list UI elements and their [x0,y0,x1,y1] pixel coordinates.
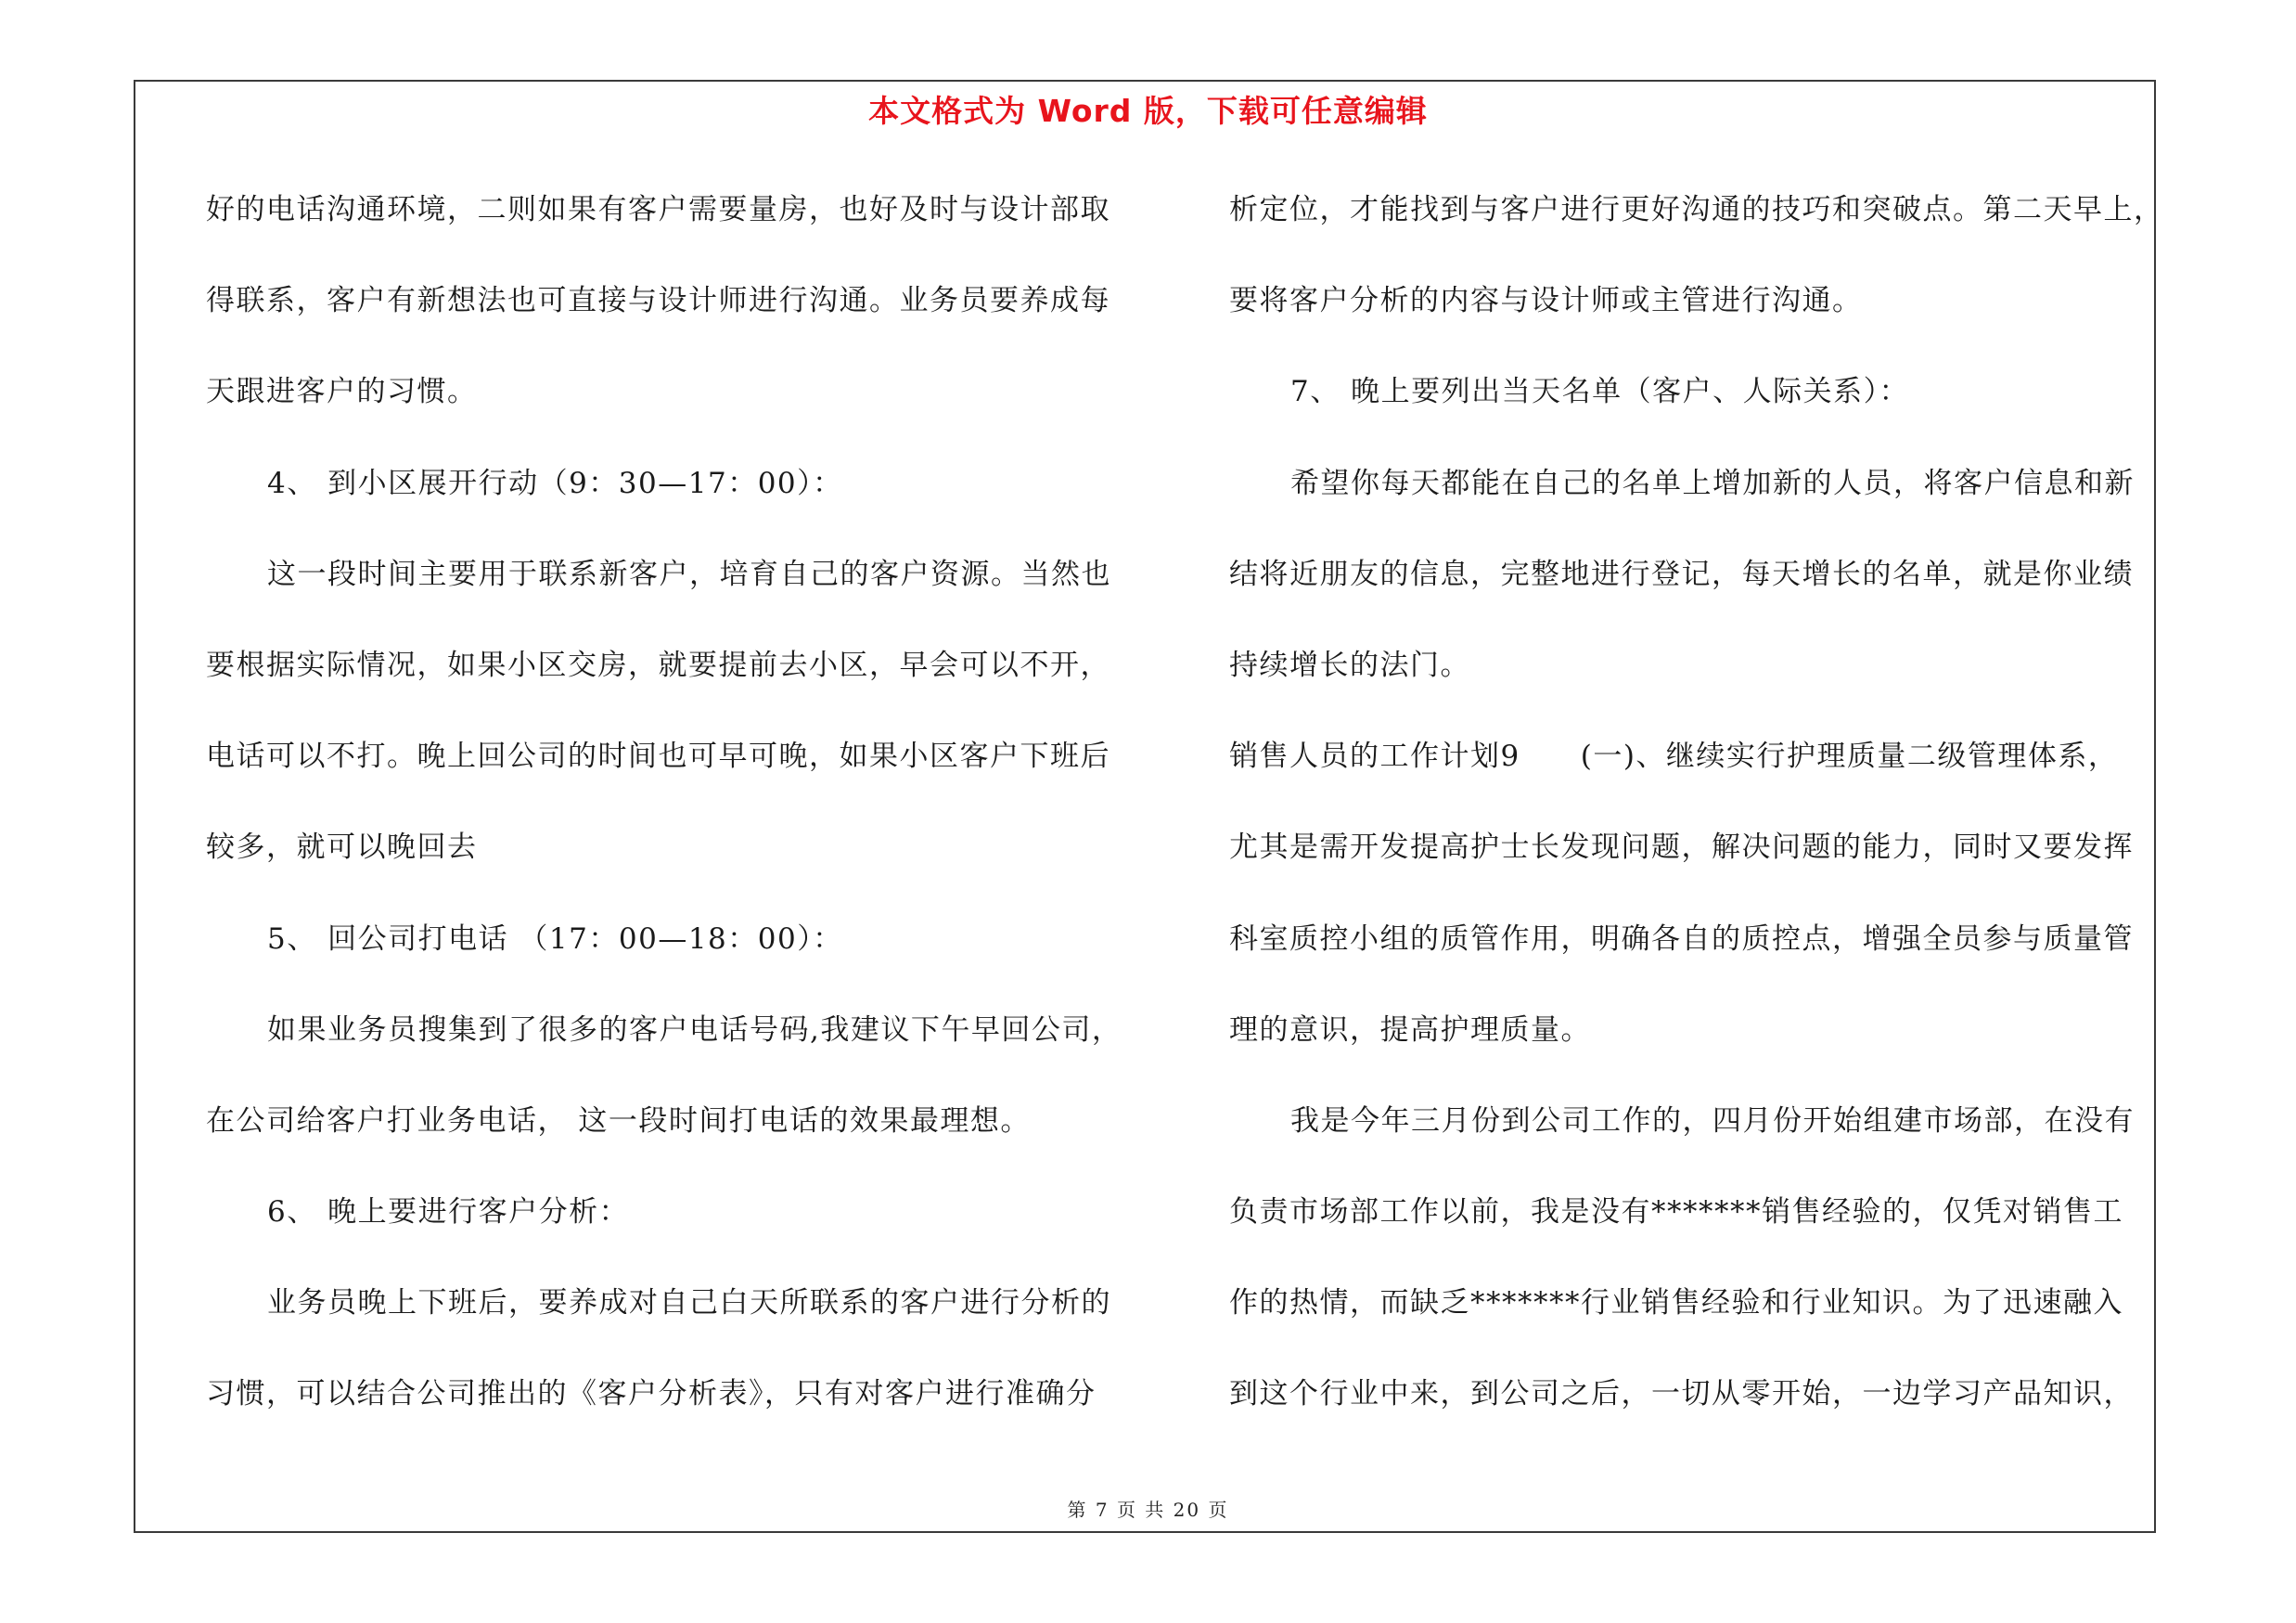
text-line: 如果业务员搜集到了很多的客户电话号码,我建议下午早回公司， [267,1012,1122,1047]
right-text-column [1229,186,2166,1462]
text-line: 负责市场部工作以前，我是没有*******销售经验的，仅凭对销售工 [1229,1195,2123,1230]
text-line: 持续增长的法门。 [1229,648,1470,682]
format-banner: 本文格式为 Word 版，下载可任意编辑 [868,93,1428,129]
text-line: 希望你每天都能在自己的名单上增加新的人员，将客户信息和新 [1290,466,2135,500]
text-line: 6、 晚上要进行客户分析： [267,1195,630,1230]
text-line: 好的电话沟通环境，二则如果有客户需要量房，也好及时与设计部取 [206,193,1110,226]
text-line: 得联系，客户有新想法也可直接与设计师进行沟通。业务员要养成每 [206,284,1110,318]
text-line: 销售人员的工作计划9 (一)、继续实行护理质量二级管理体系， [1229,740,2119,774]
text-line: 要根据实际情况，如果小区交房，就要提前去小区，早会可以不开， [206,648,1110,682]
text-line: 4、 到小区展开行动（9：30—17：00）： [267,466,843,500]
text-line: 这一段时间主要用于联系新客户，培育自己的客户资源。当然也 [267,557,1111,591]
text-line: 业务员晚上下班后，要养成对自己白天所联系的客户进行分析的 [267,1286,1111,1320]
text-line: 天跟进客户的习惯。 [206,375,478,409]
text-line: 理的意识，提高护理质量。 [1229,1012,1591,1047]
page-number-footer: 第 7 页 共 20 页 [1067,1499,1229,1521]
text-line: 7、 晚上要列出当天名单（客户、人际关系）： [1290,375,1910,409]
text-line: 科室质控小组的质管作用，明确各自的质控点，增强全员参与质量管 [1229,921,2134,956]
text-line: 5、 回公司打电话 （17：00—18：00）： [267,921,843,956]
text-line: 尤其是需开发提高护士长发现问题，解决问题的能力，同时又要发挥 [1229,831,2134,865]
text-line: 到这个行业中来，到公司之后，一切从零开始，一边学习产品知识， [1229,1377,2134,1411]
text-line: 作的热情，而缺乏*******行业销售经验和行业知识。为了迅速融入 [1229,1286,2123,1320]
text-line: 结将近朋友的信息，完整地进行登记，每天增长的名单，就是你业绩 [1229,557,2134,591]
text-line: 要将客户分析的内容与设计师或主管进行沟通。 [1229,284,1863,318]
text-line: 在公司给客户打业务电话， 这一段时间打电话的效果最理想。 [206,1103,1031,1138]
text-line: 较多，就可以晚回去 [206,831,478,865]
text-line: 习惯，可以结合公司推出的《客户分析表》，只有对客户进行准确分 [206,1377,1097,1411]
text-line: 电话可以不打。晚上回公司的时间也可早可晚，如果小区客户下班后 [206,740,1110,774]
left-text-column [206,186,1138,1462]
text-line: 我是今年三月份到公司工作的，四月份开始组建市场部，在没有 [1290,1103,2135,1138]
text-line: 析定位，才能找到与客户进行更好沟通的技巧和突破点。第二天早上， [1229,193,2164,226]
